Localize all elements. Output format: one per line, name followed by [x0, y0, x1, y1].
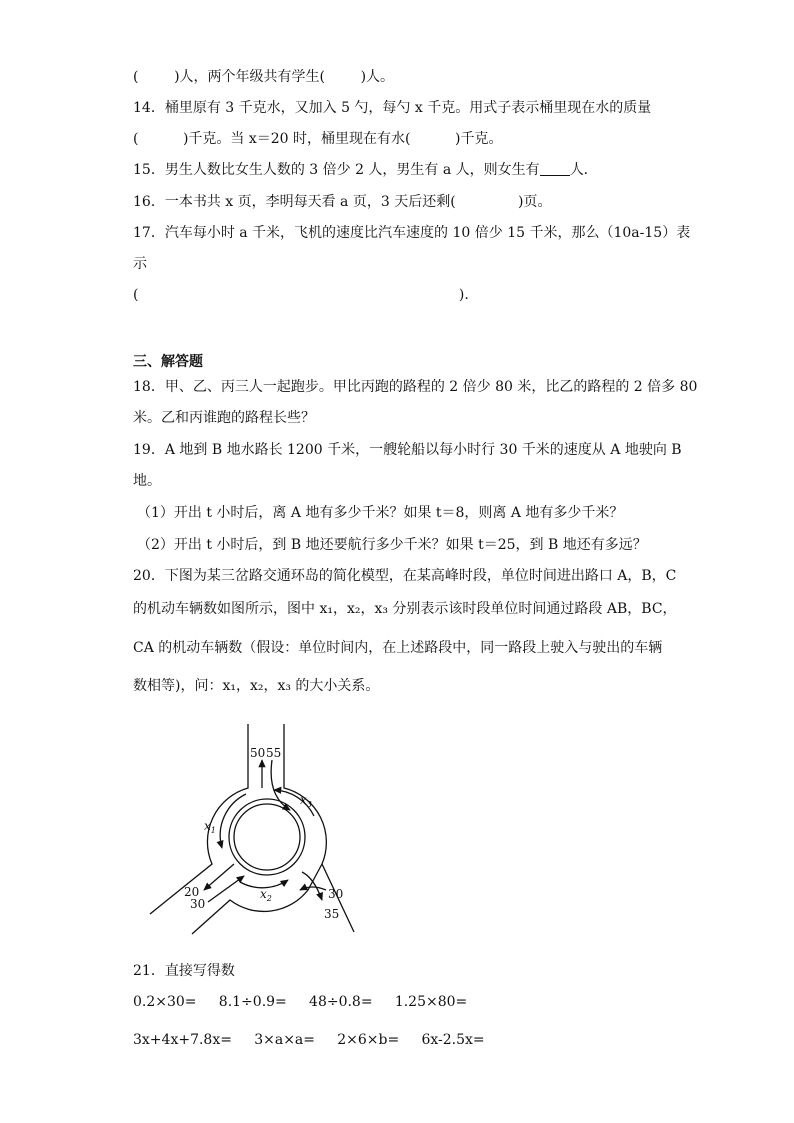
q18-line-2: 米。乙和丙谁跑的路程长些？: [133, 410, 315, 426]
flow-arrow-right-out: [302, 872, 322, 900]
q21-row-2: 3x+4x+7.8x= 3×a×a= 2×6×b= 6x-2.5x=: [133, 1032, 485, 1048]
label-left-out: 30: [190, 897, 206, 911]
q21-row-1: 0.2×30= 8.1÷0.9= 48÷0.8= 1.25×80=: [133, 994, 468, 1010]
label-top-in: 50: [250, 746, 266, 760]
q17-line-3: ( ).: [133, 287, 469, 303]
roundabout-diagram: [148, 718, 358, 940]
q20-line-2: 的机动车辆数如图所示，图中 x₁，x₂，x₃ 分别表示该时段单位时间通过路段 AB，BC，: [133, 601, 677, 617]
q20-line-4: 数相等)，问：x₁，x₂，x₃ 的大小关系。: [133, 678, 380, 694]
label-x2: $x_2$: [260, 887, 272, 903]
q19-line-2: 地。: [133, 473, 161, 489]
q14-line-1: 14．桶里原有 3 千克水，又加入 5 勺，每勺 x 千克。用式子表示桶里现在水的质量: [133, 100, 652, 116]
q21-title: 21．直接写得数: [133, 963, 235, 979]
road-edge-top-right: [284, 724, 354, 932]
label-x1: $x_1$: [204, 819, 216, 835]
label-top-out: 55: [266, 746, 282, 760]
label-right-out: 35: [324, 907, 340, 921]
inner-island-inner-ring: [234, 804, 300, 870]
q20-line-3: CA 的机动车辆数（假设：单位时间内，在上述路段中，同一路段上驶入与驶出的车辆: [133, 640, 663, 656]
flow-arrow-right-in: [300, 887, 326, 890]
q15-tail: 人．: [569, 162, 598, 178]
q15-line: [133, 161, 598, 179]
label-right-in: 30: [328, 887, 344, 901]
q17-line-2: 示: [133, 256, 147, 272]
q14-line-2: ( )千克。当 x＝20 时，桶里现在有水( )千克。: [133, 131, 503, 147]
flow-arrow-top-out: [271, 760, 290, 810]
q19-part-2: （2）开出 t 小时后，到 B 地还要航行多少千米？如果 t＝25，到 B 地还有多远？: [137, 537, 647, 553]
label-left-in: 20: [184, 885, 200, 899]
q15-text: 15．男生人数比女生人数的 3 倍少 2 人，男生有 a 人，则女生有: [133, 162, 540, 178]
q13-line: ( )人，两个年级共有学生( )人。: [133, 69, 395, 85]
q19-line-1: 19．A 地到 B 地水路长 1200 千米，一艘轮船以每小时行 30 千米的速度从 A 地驶向 B: [133, 442, 682, 458]
q16-line: 16．一本书共 x 页，李明每天看 a 页，3 天后还剩( )页。: [133, 194, 552, 210]
q18-line-1: 18．甲、乙、丙三人一起跑步。甲比丙跑的路程的 2 倍少 80 米，比乙的路程的 2 倍多 80: [133, 379, 698, 395]
inner-island-outer-ring: [229, 799, 305, 875]
flow-arrow-left-in: [208, 876, 244, 902]
q19-part-1: （1）开出 t 小时后，离 A 地有多少千米？如果 t＝8，则离 A 地有多少千米？: [137, 505, 624, 521]
q17-line-1: 17．汽车每小时 a 千米，飞机的速度比汽车速度的 10 倍少 15 千米，那么（10a-15）表: [133, 225, 691, 241]
answer-blank: [540, 161, 570, 176]
q20-line-1: 20．下图为某三岔路交通环岛的简化模型，在某高峰时段，单位时间进出路口 A，B，C: [133, 568, 677, 584]
label-x3: $x_3$: [300, 793, 312, 809]
section-title: 三、解答题: [133, 354, 203, 370]
